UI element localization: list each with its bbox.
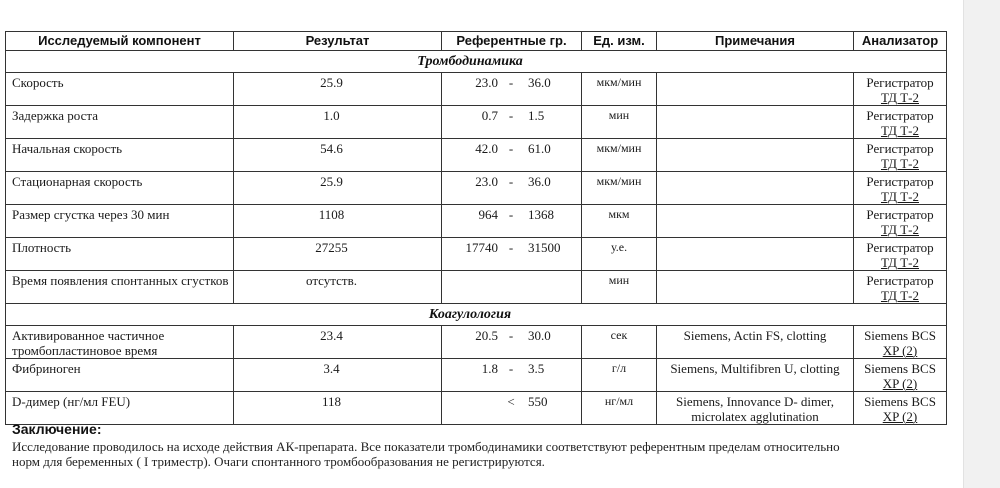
reference-separator: - xyxy=(508,174,514,189)
analyzer-line-2: ТД Т-2 xyxy=(880,123,919,138)
conclusion-text xyxy=(12,439,952,469)
result-value: 3.4 xyxy=(323,361,340,376)
reference-low: 1.8 xyxy=(481,361,498,376)
result-cell xyxy=(234,172,442,205)
table-row xyxy=(6,326,947,359)
section-row xyxy=(6,304,947,326)
conclusion-title: Заключение: xyxy=(12,421,102,437)
component-name: Плотность xyxy=(12,240,72,255)
header-analyzer: Анализатор xyxy=(854,32,947,51)
component-name-cell xyxy=(6,106,234,139)
reference-separator: - xyxy=(508,207,514,222)
reference-low: 20.5 xyxy=(475,328,498,343)
analyzer-line-2: XP (2) xyxy=(882,343,918,358)
analyzer-line-2: ТД Т-2 xyxy=(880,189,919,204)
result-cell xyxy=(234,139,442,172)
reference-cell xyxy=(442,238,582,271)
table-row xyxy=(6,238,947,271)
analyzer-line-2: XP (2) xyxy=(882,376,918,391)
analyzer-line-1: Регистратор xyxy=(866,75,934,90)
analyzer-line-1: Siemens BCS xyxy=(864,394,936,409)
reference-separator: - xyxy=(508,361,514,376)
result-value: 1108 xyxy=(318,207,345,222)
result-cell xyxy=(234,271,442,304)
unit-value: мин xyxy=(608,108,630,122)
component-name-cell xyxy=(6,172,234,205)
analyzer-line-2: XP (2) xyxy=(882,409,918,424)
component-name: D-димер (нг/мл FEU) xyxy=(12,394,131,409)
result-cell xyxy=(234,106,442,139)
analyzer-cell xyxy=(854,359,947,392)
analyzer-cell xyxy=(854,106,947,139)
analyzer-cell xyxy=(854,238,947,271)
analyzer-line-2: ТД Т-2 xyxy=(880,90,919,105)
analyzer-cell xyxy=(854,73,947,106)
reference-low: 23.0 xyxy=(475,174,498,189)
reference-cell xyxy=(442,73,582,106)
result-cell xyxy=(234,326,442,359)
result-value: 118 xyxy=(321,394,342,409)
notes-value: Siemens, Multifibren U, clotting xyxy=(670,361,840,376)
analyzer-line-1: Регистратор xyxy=(866,240,934,255)
unit-cell xyxy=(582,172,657,205)
notes-cell xyxy=(657,271,854,304)
reference-high: 31500 xyxy=(528,240,561,255)
notes-cell xyxy=(657,106,854,139)
unit-value: г/л xyxy=(611,361,627,375)
reference-separator: - xyxy=(508,141,514,156)
component-name: Время появления спонтанных сгустков xyxy=(12,273,229,288)
result-value: 23.4 xyxy=(320,328,343,343)
component-name: Задержка роста xyxy=(12,108,98,123)
analyzer-cell xyxy=(854,326,947,359)
reference-cell xyxy=(442,172,582,205)
analyzer-cell xyxy=(854,139,947,172)
reference-separator: - xyxy=(508,108,514,123)
result-cell xyxy=(234,205,442,238)
unit-value: мкм/мин xyxy=(596,141,642,155)
analyzer-line-2: ТД Т-2 xyxy=(880,156,919,171)
reference-low: 23.0 xyxy=(475,75,498,90)
section-title: Коагулология xyxy=(428,307,512,322)
component-name: Начальная скорость xyxy=(12,141,123,156)
component-name-cell xyxy=(6,205,234,238)
results-table xyxy=(5,31,947,425)
reference-high: 30.0 xyxy=(528,328,551,343)
notes-cell xyxy=(657,205,854,238)
analyzer-line-2: ТД Т-2 xyxy=(880,255,919,270)
unit-cell xyxy=(582,73,657,106)
reference-low: 0.7 xyxy=(481,108,498,123)
result-value: 25.9 xyxy=(320,75,343,90)
section-title-cell xyxy=(6,304,947,326)
unit-value: мкм/мин xyxy=(596,174,642,188)
result-value: 27255 xyxy=(315,240,348,255)
component-name-cell xyxy=(6,238,234,271)
component-name-cell xyxy=(6,73,234,106)
analyzer-line-1: Siemens BCS xyxy=(864,328,936,343)
unit-cell xyxy=(582,205,657,238)
table-row xyxy=(6,205,947,238)
reference-cell xyxy=(442,205,582,238)
component-name: Фибриноген xyxy=(12,361,81,376)
header-result: Результат xyxy=(234,32,442,51)
reference-high: 1.5 xyxy=(528,108,545,123)
header-unit: Ед. изм. xyxy=(582,32,657,51)
component-name: Стационарная скорость xyxy=(12,174,143,189)
table-row xyxy=(6,359,947,392)
result-value: 25.9 xyxy=(320,174,343,189)
notes-cell xyxy=(657,326,854,359)
analyzer-cell xyxy=(854,271,947,304)
notes-cell xyxy=(657,238,854,271)
result-cell xyxy=(234,359,442,392)
scrollbar-track[interactable] xyxy=(963,0,1000,488)
result-cell xyxy=(234,73,442,106)
table-header-row xyxy=(6,32,947,51)
analyzer-line-1: Регистратор xyxy=(866,141,934,156)
analyzer-line-2: ТД Т-2 xyxy=(880,288,919,303)
component-name: Активированное частичное тромбопластиновое время xyxy=(12,328,165,358)
conclusion-block xyxy=(12,420,952,469)
reference-high: 3.5 xyxy=(528,361,545,376)
reference-separator: - xyxy=(508,75,514,90)
unit-value: у.е. xyxy=(610,240,628,254)
unit-value: мкм xyxy=(608,207,630,221)
component-name-cell xyxy=(6,326,234,359)
notes-cell xyxy=(657,73,854,106)
reference-separator: - xyxy=(508,328,514,343)
unit-cell xyxy=(582,326,657,359)
unit-cell xyxy=(582,359,657,392)
component-name-cell xyxy=(6,139,234,172)
reference-high: 1368 xyxy=(528,207,554,222)
conclusion-line-1: Исследование проводилось на исходе действия АК-препарата. Все показатели тромбодинамики соответствуют референтным пределам относительно xyxy=(12,439,840,454)
notes-cell xyxy=(657,139,854,172)
unit-value: нг/мл xyxy=(604,394,634,408)
component-name-cell xyxy=(6,359,234,392)
analyzer-line-1: Регистратор xyxy=(866,108,934,123)
table-row xyxy=(6,139,947,172)
unit-value: мкм/мин xyxy=(596,75,642,89)
reference-low: 964 xyxy=(478,207,498,222)
table-row xyxy=(6,172,947,205)
reference-high: 550 xyxy=(528,394,548,409)
result-value: 54.6 xyxy=(320,141,343,156)
unit-cell xyxy=(582,238,657,271)
reference-cell xyxy=(442,271,582,304)
table-row xyxy=(6,73,947,106)
reference-separator: < xyxy=(507,394,515,409)
analyzer-cell xyxy=(854,172,947,205)
section-row xyxy=(6,51,947,73)
header-component: Исследуемый компонент xyxy=(6,32,234,51)
unit-value: мин xyxy=(608,273,630,287)
reference-cell xyxy=(442,139,582,172)
table-row xyxy=(6,271,947,304)
notes-value: Siemens, Actin FS, clotting xyxy=(683,328,827,343)
notes-cell xyxy=(657,172,854,205)
notes-cell xyxy=(657,359,854,392)
reference-low: 17740 xyxy=(465,240,498,255)
reference-high: 36.0 xyxy=(528,75,551,90)
component-name: Скорость xyxy=(12,75,64,90)
reference-separator: - xyxy=(508,240,514,255)
reference-cell xyxy=(442,106,582,139)
header-reference: Референтные гр. xyxy=(442,32,582,51)
analyzer-line-1: Siemens BCS xyxy=(864,361,936,376)
header-notes: Примечания xyxy=(657,32,854,51)
conclusion-line-2: норм для беременных ( I триместр). Очаги спонтанного тромбообразования не регистрируются. xyxy=(12,454,545,469)
analyzer-line-1: Регистратор xyxy=(866,174,934,189)
unit-cell xyxy=(582,139,657,172)
reference-low xyxy=(442,394,498,409)
reference-cell xyxy=(442,359,582,392)
reference-high: 36.0 xyxy=(528,174,551,189)
result-cell xyxy=(234,238,442,271)
analyzer-line-2: ТД Т-2 xyxy=(880,222,919,237)
reference-cell xyxy=(442,326,582,359)
reference-high: 61.0 xyxy=(528,141,551,156)
unit-value: сек xyxy=(610,328,628,342)
unit-cell xyxy=(582,271,657,304)
component-name-cell xyxy=(6,271,234,304)
component-name: Размер сгустка через 30 мин xyxy=(12,207,170,222)
reference-low: 42.0 xyxy=(475,141,498,156)
notes-value: Siemens, Innovance D- dimer, microlatex agglutination xyxy=(676,394,834,424)
analyzer-cell xyxy=(854,205,947,238)
result-value: отсутств. xyxy=(306,273,357,288)
section-title: Тромбодинамика xyxy=(417,54,523,69)
result-value: 1.0 xyxy=(323,108,340,123)
analyzer-line-1: Регистратор xyxy=(866,273,934,288)
unit-cell xyxy=(582,106,657,139)
analyzer-line-1: Регистратор xyxy=(866,207,934,222)
table-row xyxy=(6,106,947,139)
section-title-cell xyxy=(6,51,947,73)
